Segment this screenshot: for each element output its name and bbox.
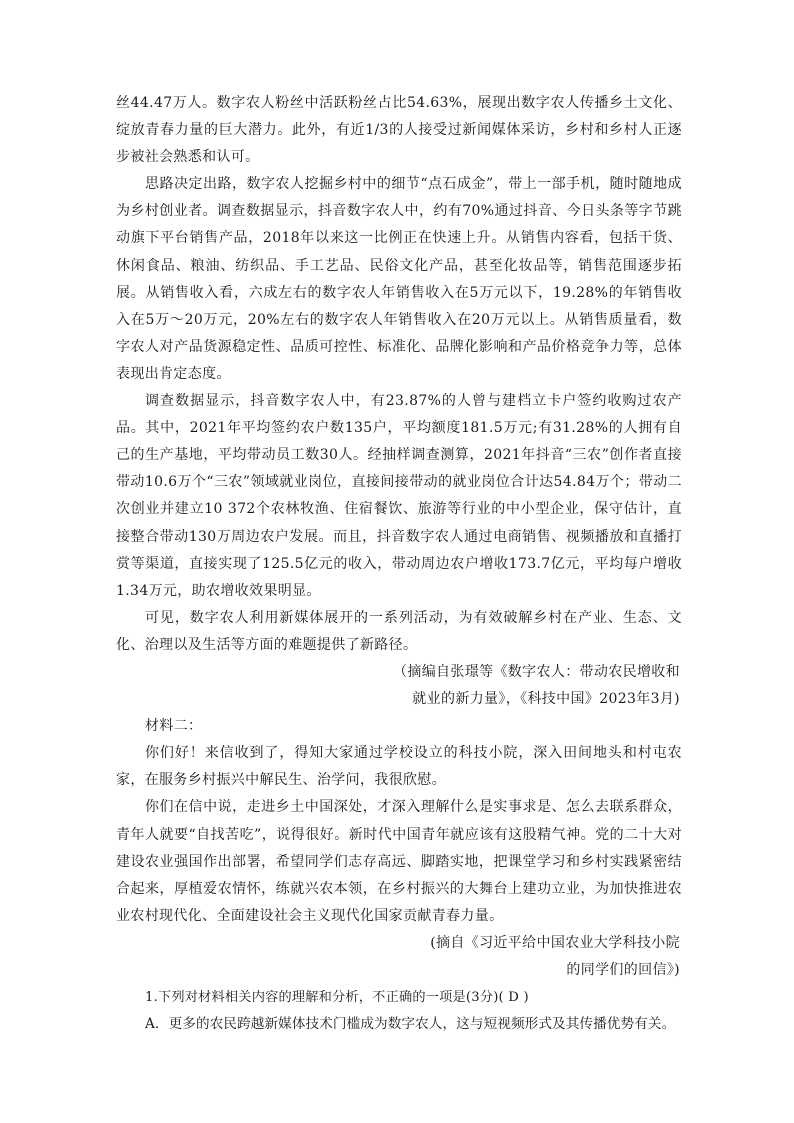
paragraph-survey: 调查数据显示，抖音数字农人中，有23.87%的人曾与建档立卡户签约收购过农产品。其中，2021年平均签约农户数135户，平均额度181.5万元;有31.28%的人拥有自己的生产基地，平均带动员工数30人。经抽样调查测算，2021年抖音“三农”创作者直接带动10.6万个“三农”领域就业岗位，直接间接带动的就业岗位合计达54.84万个；带动二次创业并建立10 372个农林牧渔、住宿餐饮、旅游等行业的中小型企业，保守估计，直接整合带动130万周边农户发展。而且，抖音数字农人通过电商销售、视频播放和直播打赏等渠道，直接实现了125.5亿元的收入，带动周边农户增收173.7亿元，平均每户增收1.34万元，助农增收效果明显。 (116, 393, 682, 599)
material-two-label: 材料二： (145, 718, 203, 735)
source-citation-2-line-1: (摘自《习近平给中国农业大学科技小院 (430, 934, 680, 951)
document-page (116, 90, 682, 1038)
letter-paragraph-1: 你们好！来信收到了，得知大家通过学校设立的科技小院，深入田间地头和村屯农家，在服务乡村振兴中解民生、治学问，我很欣慰。 (116, 745, 682, 789)
source-citation-2-line-2: 的同学们的回信》) (566, 962, 680, 978)
paragraph-fans: 丝44.47万人。数字农人粉丝中活跃粉丝占比54.63%，展现出数字农人传播乡土文化、绽放青春力量的巨大潜力。此外，有近1/3的人接受过新闻媒体采访，乡村和乡村人正逐步被社会熟悉和认可。 (116, 95, 682, 166)
paragraph-sales: 思路决定出路，数字农人挖掘乡村中的细节“点石成金”，带上一部手机，随时随地成为乡村创业者。调查数据显示，抖音数字农人中，约有70%通过抖音、今日头条等字节跳动旗下平台销售产品，2018年以来这一比例正在快速上升。从销售内容看，包括干货、休闲食品、粮油、纺织品、手工艺品、民俗文化产品，甚至化妆品等，销售范围逐步拓展。从销售收入看，六成左右的数字农人年销售收入在5万元以下，19.28%的年销售收入在5万～20万元，20%左右的数字农人年销售收入在20万元以上。从销售质量看，数字农人对产品货源稳定性、品质可控性、标准化、品牌化影响和产品价格竞争力等，总体表现出肯定态度。 (116, 176, 682, 382)
letter-paragraph-2: 你们在信中说，走进乡土中国深处，才深入理解什么是实事求是、怎么去联系群众，青年人就要“自找苦吃”，说得很好。新时代中国青年就应该有这股精气神。党的二十大对建设农业强国作出部署，希望同学们志存高远、脚踏实地，把课堂学习和乡村实践紧密结合起来，厚植爱农情怀，练就兴农本领，在乡村振兴的大舞台上建功立业，为加快推进农业农村现代化、全面建设社会主义现代化国家贡献青春力量。 (116, 799, 682, 924)
source-citation-1-line-2: 就业的新力量》，《科技中国》2023年3月) (412, 691, 680, 708)
source-citation-1-line-1: （摘编自张璟等《数字农人：带动农民增收和 (393, 663, 680, 680)
paragraph-conclusion: 可见，数字农人利用新媒体展开的一系列活动，为有效破解乡村在产业、生态、文化、治理以及生活等方面的难题提供了新路径。 (116, 609, 682, 653)
option-a: A．更多的农民跨越新媒体技术门槛成为数字农人，这与短视频形式及其传播优势有关。 (145, 1016, 676, 1033)
question-1: 1.下列对材料相关内容的理解和分析，不正确的一项是(3分)( D ) (145, 990, 529, 1006)
